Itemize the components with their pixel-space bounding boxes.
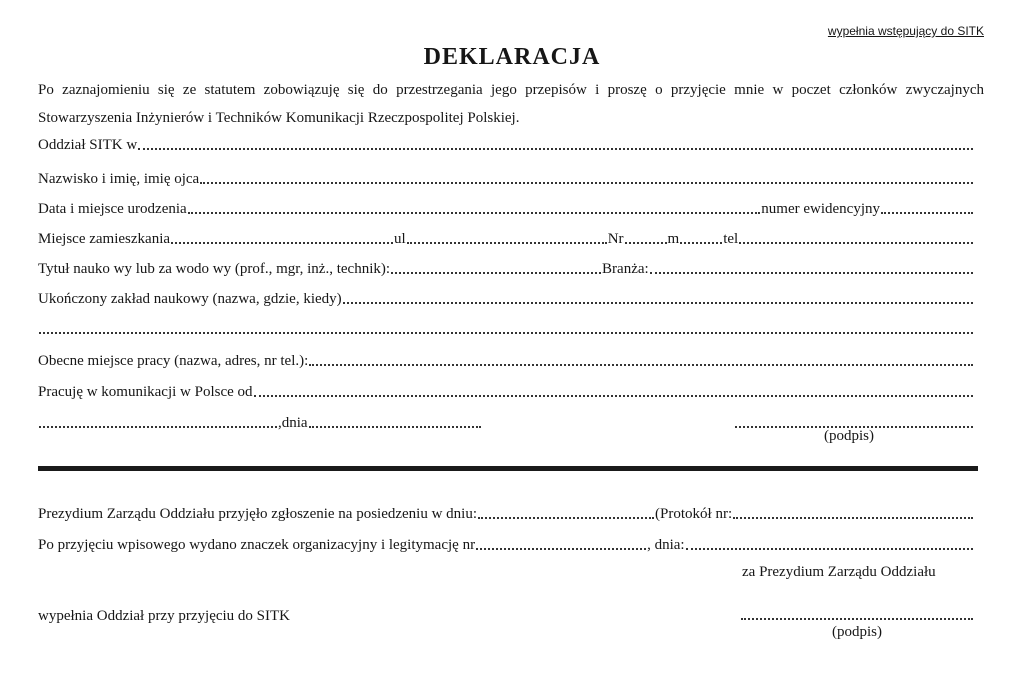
field-input-m[interactable] xyxy=(680,241,722,244)
office-input-protokol[interactable] xyxy=(733,516,973,519)
field-input-nazwisko[interactable] xyxy=(200,181,973,184)
field-label-dnia: ,dnia xyxy=(278,415,308,431)
field-input-miejscowosc[interactable] xyxy=(39,425,277,428)
field-row-miejscowosc-data xyxy=(38,412,482,432)
field-input-ul[interactable] xyxy=(407,241,607,244)
office-label-za-prezydium: za Prezydium Zarządu Oddziału xyxy=(742,564,936,580)
field-row-praca xyxy=(38,350,974,370)
office-input-legitymacja-nr[interactable] xyxy=(476,547,646,550)
form-title: DEKLARACJA xyxy=(423,44,601,70)
field-label-m: m xyxy=(667,231,680,247)
field-row-tytul xyxy=(38,258,974,278)
field-label-tel: tel xyxy=(723,231,739,247)
signature-label-office: (podpis) xyxy=(832,624,882,640)
field-input-zaklad[interactable] xyxy=(343,301,973,304)
field-input-tel[interactable] xyxy=(739,241,973,244)
field-input-dnia[interactable] xyxy=(309,425,481,428)
field-label-pracuje-od: Pracuję w komunikacji w Polsce od xyxy=(38,384,253,400)
office-input-podpis[interactable] xyxy=(741,617,973,620)
field-input-nr[interactable] xyxy=(625,241,667,244)
field-label-praca: Obecne miejsce pracy (nazwa, adres, nr tel.): xyxy=(38,353,309,369)
office-input-dnia[interactable] xyxy=(686,547,973,550)
field-label-nr: Nr xyxy=(607,231,624,247)
signature-line-office xyxy=(740,604,974,624)
field-label-numer-ewidencyjny: numer ewidencyjny xyxy=(761,201,880,217)
field-label-ul: ul xyxy=(394,231,406,247)
field-label-zaklad: Ukończony zakład naukowy (nazwa, gdzie, kiedy) xyxy=(38,291,342,307)
field-label-branza: Branża: xyxy=(602,261,649,277)
field-input-numer-ewidencyjny[interactable] xyxy=(881,211,973,214)
office-label-dnia: , dnia: xyxy=(647,537,685,553)
field-input-miejsce-zamieszkania[interactable] xyxy=(171,241,393,244)
field-input-data-urodzenia[interactable] xyxy=(188,211,761,214)
field-input-pracuje-od[interactable] xyxy=(254,394,973,397)
field-label-data-urodzenia: Data i miejsce urodzenia xyxy=(38,201,187,217)
office-row-prezydium xyxy=(38,503,974,523)
field-label-miejsce-zamieszkania: Miejsce zamieszkania xyxy=(38,231,171,247)
field-row-data-urodzenia xyxy=(38,198,974,218)
field-input-oddzial[interactable] xyxy=(138,147,973,150)
office-row-wpisowe xyxy=(38,534,974,554)
intro-paragraph: Po zaznajomieniu się ze statutem zobowiązuję się do przestrzegania jego przepisów i proszę o przyjęcie mnie w poczet członków zwyczajnych Stowarzyszenia Inżynierów i Techników Komunikacji Rzeczpospolitej Polskiej. xyxy=(38,82,984,126)
section-divider xyxy=(38,466,978,471)
field-input-branza[interactable] xyxy=(650,271,973,274)
field-row-zaklad xyxy=(38,288,974,308)
field-row-nazwisko xyxy=(38,168,974,188)
office-input-data-posiedzenia[interactable] xyxy=(478,516,654,519)
field-label-nazwisko: Nazwisko i imię, imię ojca xyxy=(38,171,200,187)
office-label-prezydium: Prezydium Zarządu Oddziału przyjęło zgłoszenie na posiedzeniu w dniu: xyxy=(38,506,478,522)
field-label-oddzial: Oddział SITK w xyxy=(38,137,138,153)
field-row-zaklad-cont xyxy=(38,318,974,338)
office-label-wpisowe: Po przyjęciu wpisowego wydano znaczek organizacyjny i legitymację nr xyxy=(38,537,476,553)
field-input-praca[interactable] xyxy=(309,363,973,366)
field-row-miejsce-zamieszkania xyxy=(38,228,974,248)
field-row-oddzial xyxy=(38,134,974,154)
signature-label-applicant: (podpis) xyxy=(824,428,874,444)
field-row-pracuje-od xyxy=(38,381,974,401)
field-label-tytul: Tytuł nauko wy lub za wodo wy (prof., mgr, inż., technik): xyxy=(38,261,391,277)
office-label-protokol: (Protokół nr: xyxy=(655,506,733,522)
field-input-zaklad-cont[interactable] xyxy=(39,331,973,334)
office-label-wypelnia-oddzial: wypełnia Oddział przy przyjęciu do SITK xyxy=(38,608,291,624)
field-input-tytul[interactable] xyxy=(391,271,601,274)
fill-in-note: wypełnia wstępujący do SITK xyxy=(827,24,984,38)
